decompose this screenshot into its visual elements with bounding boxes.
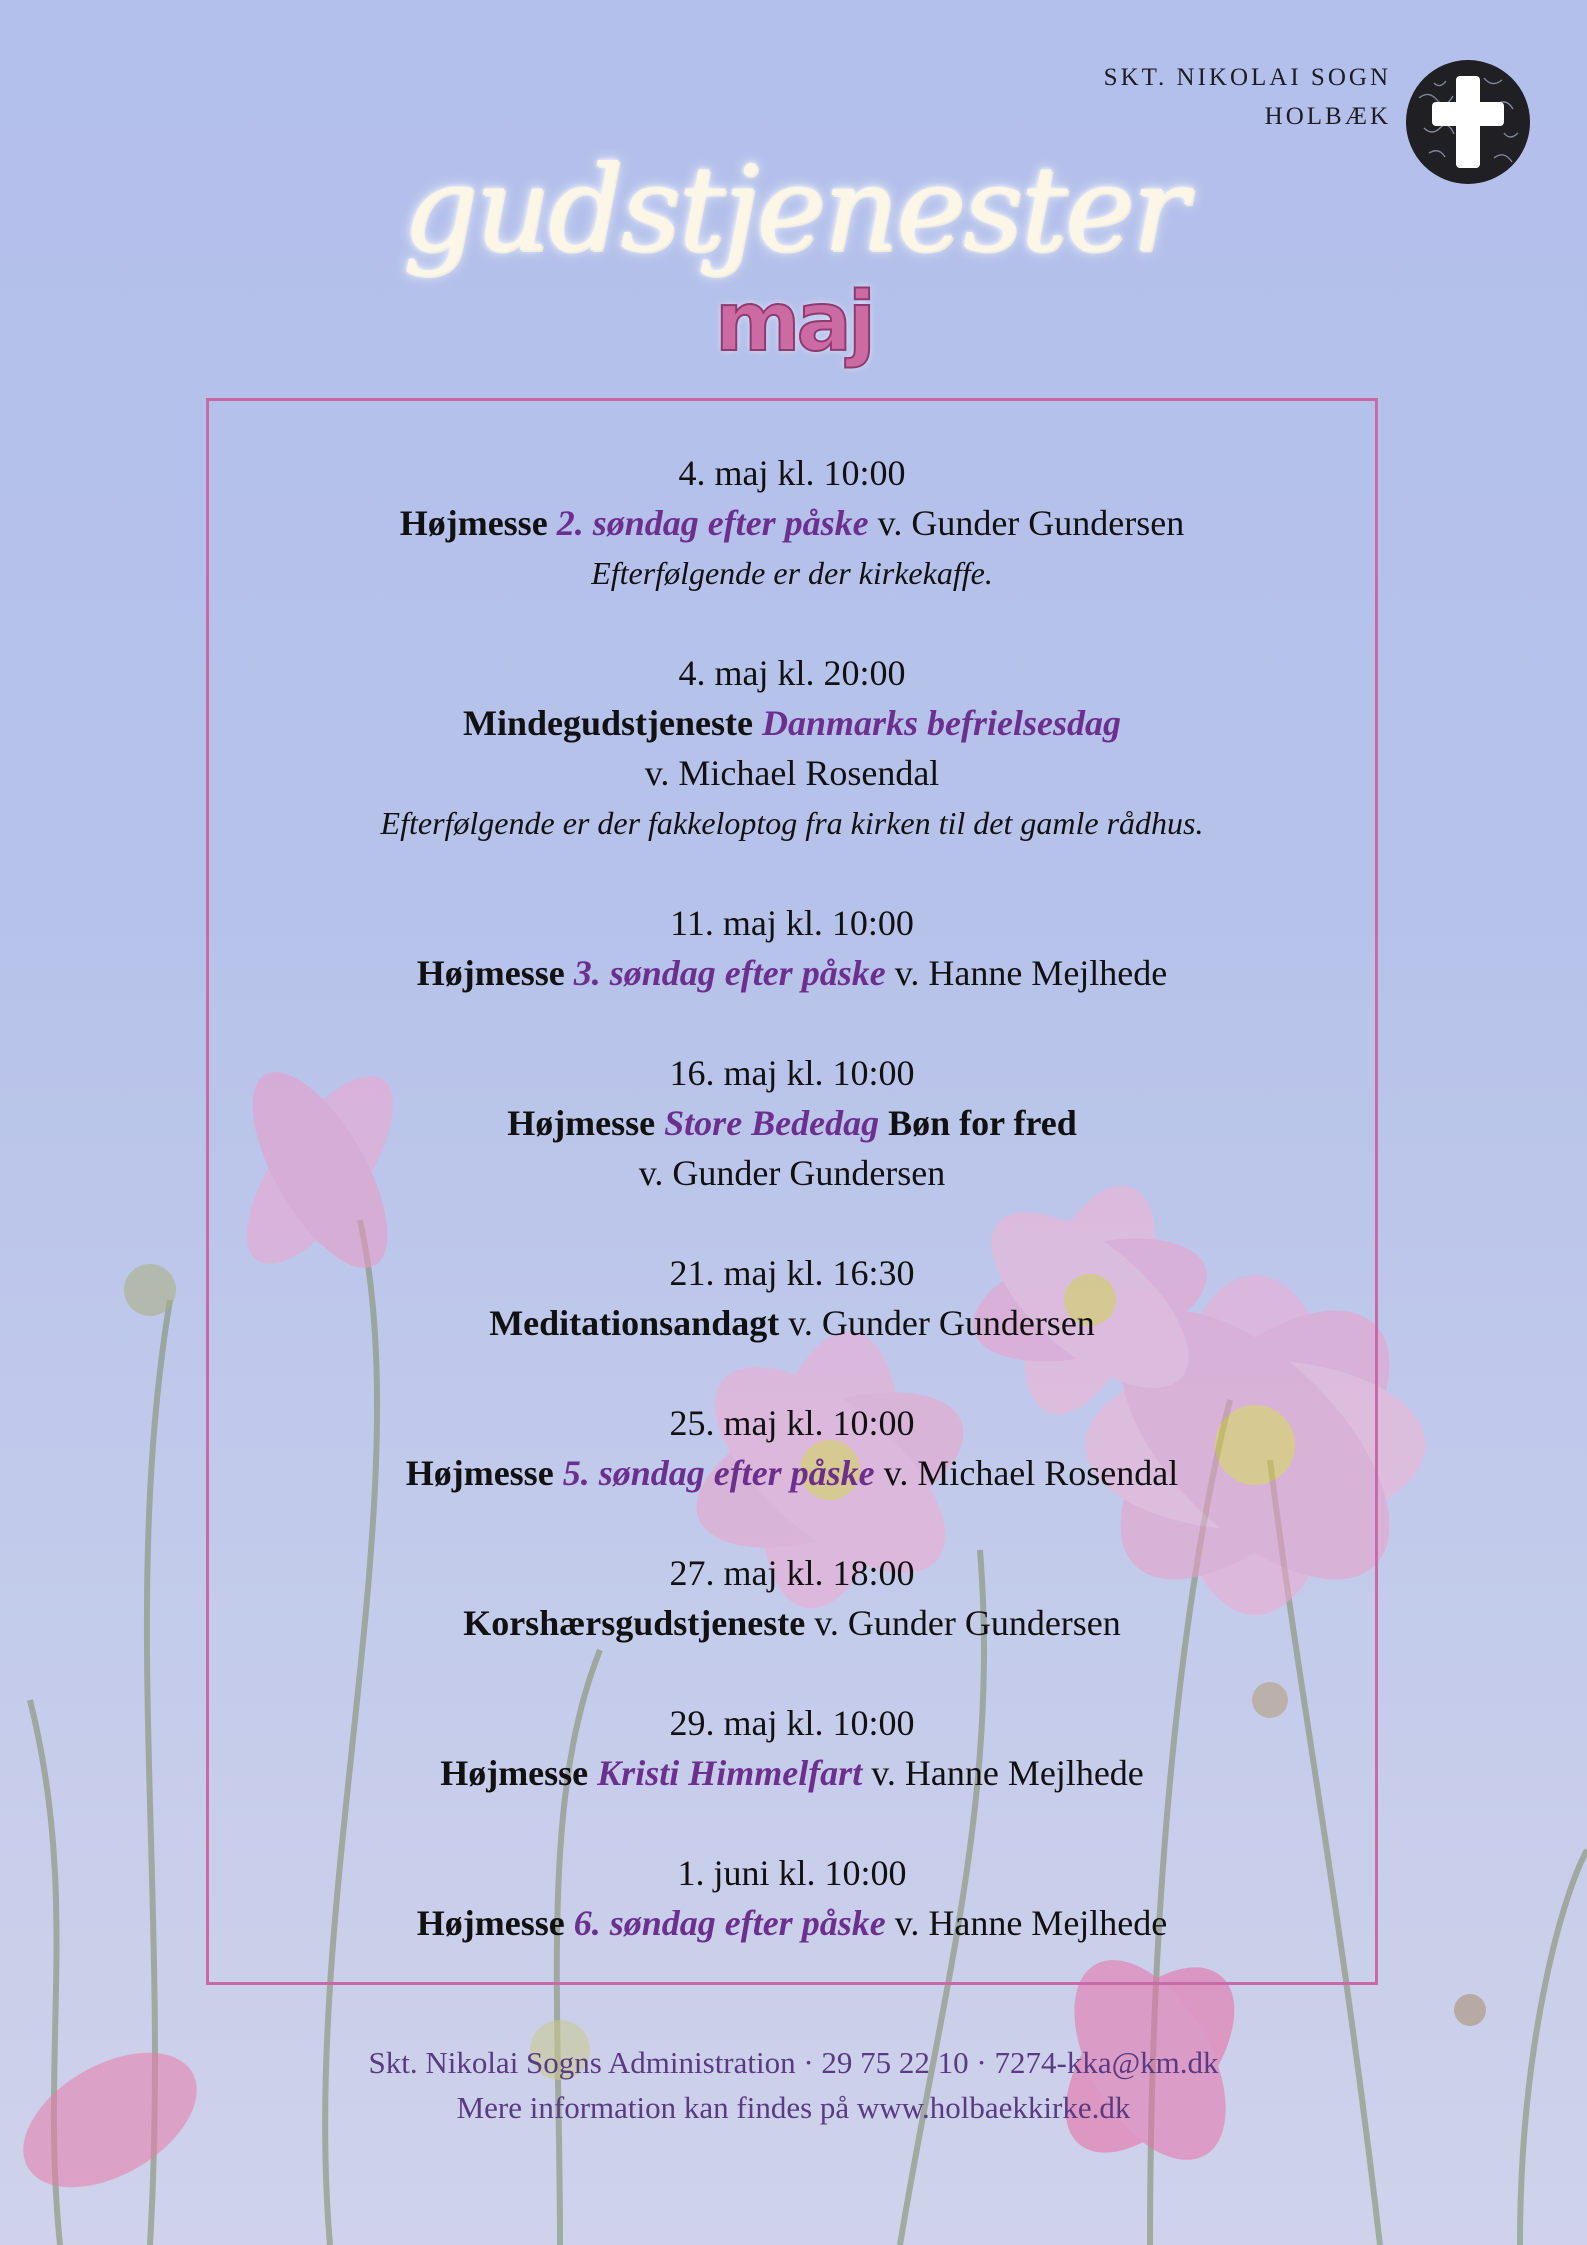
event-text: v. Gunder Gundersen bbox=[638, 1153, 946, 1193]
event-note: Efterfølgende er der kirkekaffe. bbox=[591, 555, 993, 591]
event-description bbox=[206, 1748, 1378, 1798]
event-type: Mindegudstjeneste bbox=[463, 703, 753, 743]
event-text: v. Michael Rosendal bbox=[874, 1453, 1179, 1493]
parish-name bbox=[1104, 58, 1391, 136]
event-description bbox=[206, 748, 1378, 798]
event-description bbox=[206, 498, 1378, 548]
event-type: Korshærsgudstjeneste bbox=[463, 1603, 806, 1643]
event-description bbox=[206, 698, 1378, 748]
parish-name-line1: SKT. NIKOLAI SOGN bbox=[1103, 64, 1391, 91]
event-datetime: 1. juni kl. 10:00 bbox=[677, 1853, 907, 1893]
event-text: v. Gunder Gundersen bbox=[868, 503, 1185, 543]
event-datetime: 16. maj kl. 10:00 bbox=[669, 1053, 915, 1093]
event-type: Meditationsandagt bbox=[489, 1303, 780, 1343]
event-item bbox=[206, 1048, 1378, 1198]
event-description bbox=[206, 1098, 1378, 1148]
event-text: v. Hanne Mejlhede bbox=[885, 953, 1168, 993]
event-description bbox=[206, 1598, 1378, 1648]
event-occasion: Danmarks befrielsesdag bbox=[753, 703, 1121, 743]
event-occasion: Kristi Himmelfart bbox=[588, 1753, 863, 1793]
event-text: v. Michael Rosendal bbox=[644, 753, 940, 793]
footer-website: Mere information kan findes på www.holbaekkirke.dk bbox=[456, 2090, 1131, 2125]
event-item bbox=[206, 648, 1378, 848]
event-item bbox=[206, 898, 1378, 998]
event-item bbox=[206, 1548, 1378, 1648]
event-description bbox=[206, 1898, 1378, 1948]
footer-contact: Skt. Nikolai Sogns Administration · 29 75 22 10 · 7274-kka@km.dk bbox=[368, 2045, 1219, 2080]
event-description bbox=[206, 1448, 1378, 1498]
event-description bbox=[206, 948, 1378, 998]
event-type: Højmesse bbox=[507, 1103, 656, 1143]
event-description bbox=[206, 1148, 1378, 1198]
event-datetime: 4. maj kl. 10:00 bbox=[678, 453, 906, 493]
event-text: v. Gunder Gundersen bbox=[805, 1603, 1121, 1643]
event-occasion: 6. søndag efter påske bbox=[564, 1903, 886, 1943]
event-occasion: 3. søndag efter påske bbox=[564, 953, 886, 993]
event-type: Højmesse bbox=[399, 503, 548, 543]
event-note: Efterfølgende er der fakkeloptog fra kirken til det gamle rådhus. bbox=[380, 805, 1204, 841]
event-occasion: 2. søndag efter påske bbox=[547, 503, 869, 543]
event-type: Højmesse bbox=[440, 1753, 589, 1793]
event-datetime: 21. maj kl. 16:30 bbox=[669, 1253, 915, 1293]
event-item bbox=[206, 1248, 1378, 1348]
event-type: Bøn for fred bbox=[879, 1103, 1077, 1143]
event-text: v. Hanne Mejlhede bbox=[862, 1753, 1144, 1793]
title-gudstjenester: gudstjenester bbox=[402, 140, 1185, 278]
parish-name-line2: HOLBÆK bbox=[1264, 103, 1391, 130]
event-item bbox=[206, 1398, 1378, 1498]
event-item bbox=[206, 448, 1378, 598]
event-type: Højmesse bbox=[416, 1903, 565, 1943]
event-type: Højmesse bbox=[405, 1453, 554, 1493]
event-datetime: 4. maj kl. 20:00 bbox=[678, 653, 906, 693]
footer bbox=[0, 2040, 1587, 2130]
event-item bbox=[206, 1698, 1378, 1798]
event-description bbox=[206, 1298, 1378, 1348]
event-datetime: 27. maj kl. 18:00 bbox=[669, 1553, 915, 1593]
title-month: maj bbox=[715, 275, 872, 370]
event-datetime: 25. maj kl. 10:00 bbox=[669, 1403, 915, 1443]
event-occasion: 5. søndag efter påske bbox=[553, 1453, 875, 1493]
event-occasion: Store Bededag bbox=[655, 1103, 880, 1143]
event-item bbox=[206, 1848, 1378, 1948]
event-type: Højmesse bbox=[416, 953, 565, 993]
event-list bbox=[206, 448, 1378, 1998]
event-datetime: 29. maj kl. 10:00 bbox=[669, 1703, 915, 1743]
event-datetime: 11. maj kl. 10:00 bbox=[670, 903, 914, 943]
event-text: v. Hanne Mejlhede bbox=[885, 1903, 1168, 1943]
event-text: v. Gunder Gundersen bbox=[779, 1303, 1095, 1343]
